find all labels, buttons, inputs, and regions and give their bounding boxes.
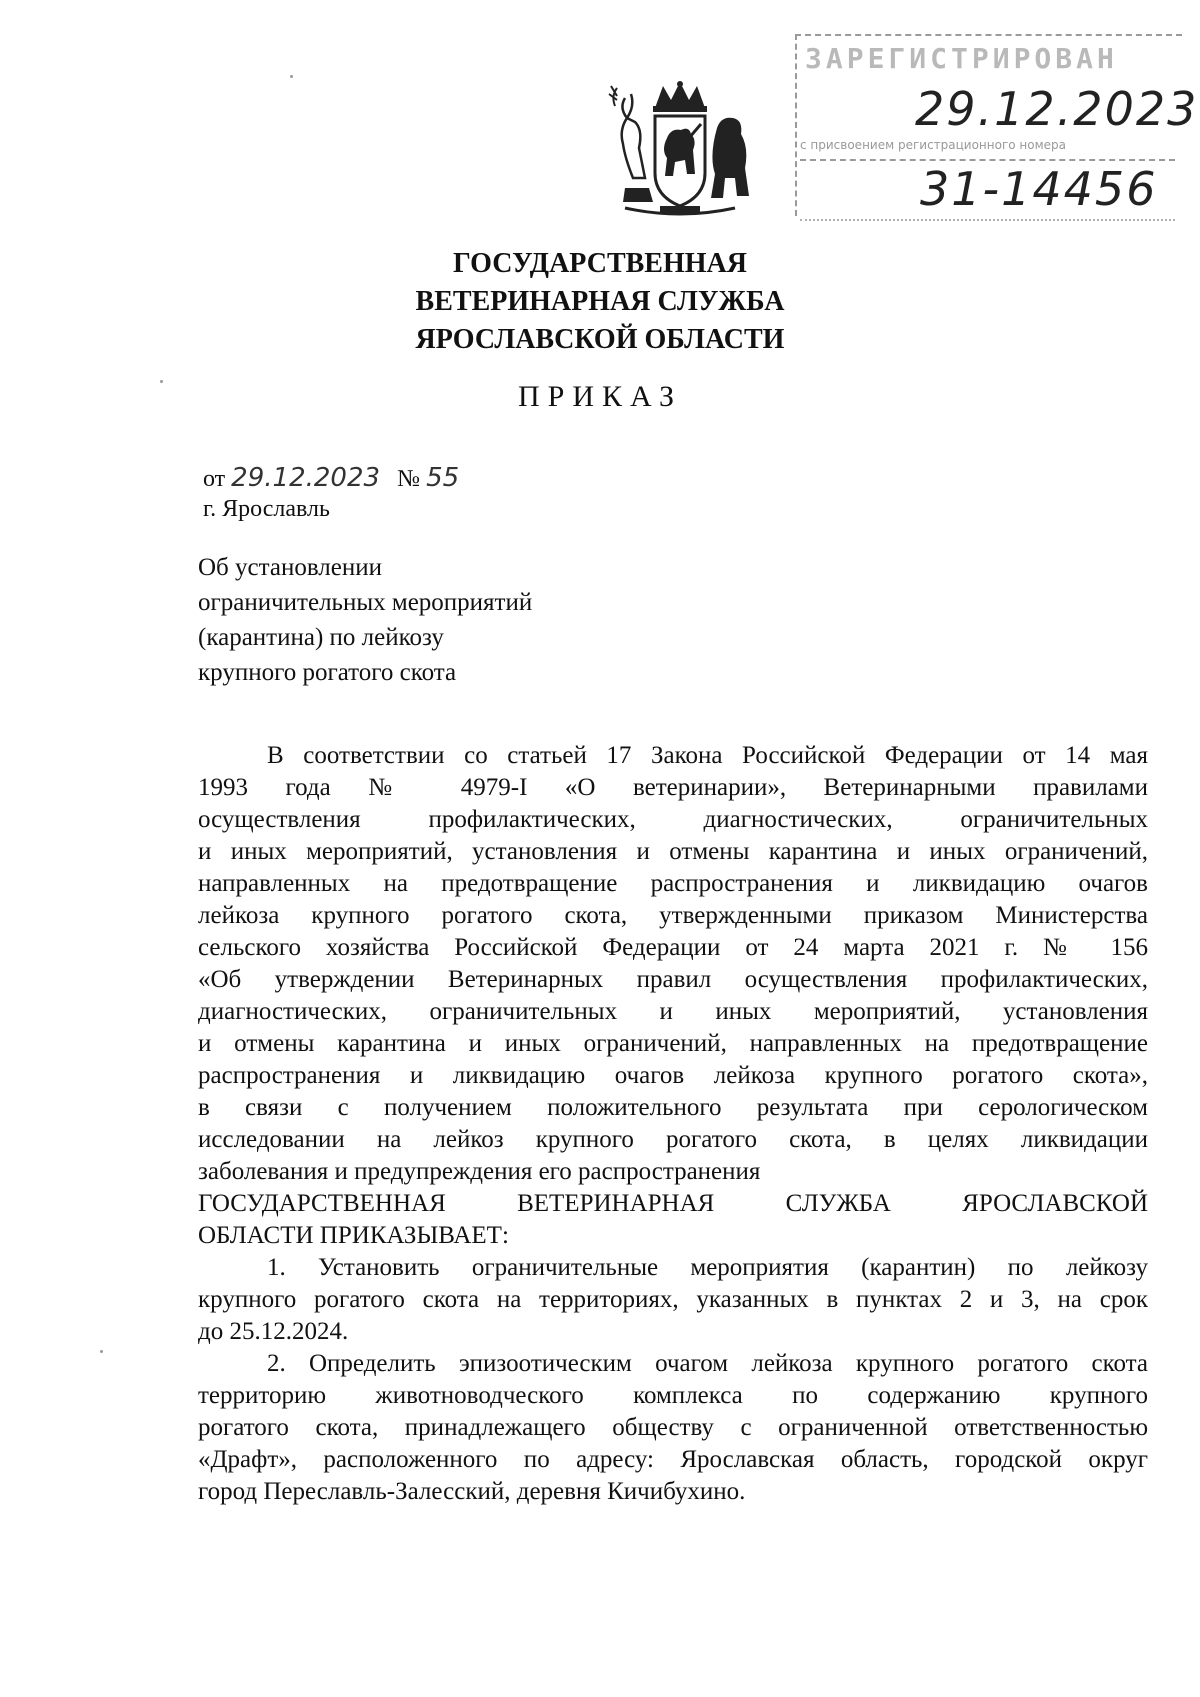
text-line: до 25.12.2024. [198, 1318, 349, 1345]
text-line: территорию животноводческого комплекса по содержанию крупного [198, 1382, 1148, 1409]
text-line: 1993 года № 4979-I «О ветеринарии», Ветеринарными правилами [198, 774, 1148, 801]
coat-of-arms-emblem [605, 78, 755, 228]
text-line: В соответствии со статьей 17 Закона Российской Федерации от 14 мая [267, 742, 1148, 769]
text-line: лейкоза крупного рогатого скота, утвержденными приказом Министерства [198, 902, 1148, 929]
subject-line: Об установлении [198, 554, 383, 581]
text-line: рогатого скота, принадлежащего обществу с ограниченной ответственностью [198, 1414, 1148, 1441]
org-name-line: ЯРОСЛАВСКОЙ ОБЛАСТИ [415, 324, 785, 355]
registration-stamp [795, 34, 1199, 219]
orders-heading-line: ГОСУДАРСТВЕННАЯ ВЕТЕРИНАРНАЯ СЛУЖБА ЯРОСЛАВСКОЙ [198, 1190, 1148, 1217]
text-line: крупного рогатого скота на территориях, указанных в пунктах 2 и 3, на срок [198, 1286, 1148, 1313]
text-line: в связи с получением положительного результата при серологическом [198, 1094, 1148, 1121]
text-line: направленных на предотвращение распространения и ликвидацию очагов [198, 870, 1148, 897]
subject-line: крупного рогатого скота [198, 659, 457, 686]
stamp-date: 29.12.2023 [915, 82, 1199, 136]
stamp-header: ЗАРЕГИСТРИРОВАН [805, 42, 1118, 75]
scan-speck [290, 75, 293, 78]
document-title: ПРИКАЗ [518, 380, 682, 413]
text-line: и иных мероприятий, установления и отмены карантина и иных ограничений, [198, 838, 1148, 865]
text-line: осуществления профилактических, диагностических, ограничительных [198, 806, 1148, 833]
order-subject [198, 550, 532, 690]
orders-heading-line: ОБЛАСТИ ПРИКАЗЫВАЕТ: [198, 1222, 509, 1249]
stamp-divider [800, 159, 1175, 161]
text-line: и отмены карантина и иных ограничений, направленных на предотвращение [198, 1030, 1148, 1057]
stamp-number: 31-14456 [920, 162, 1158, 216]
text-line: 2. Определить эпизоотическим очагом лейкоза крупного рогатого скота [267, 1350, 1148, 1377]
order-date-number [203, 463, 459, 494]
text-line: «Об утверждении Ветеринарных правил осуществления профилактических, [198, 966, 1148, 993]
text-line: сельского хозяйства Российской Федерации от 24 марта 2021 г. № 156 [198, 934, 1148, 961]
text-line: 1. Установить ограничительные мероприятия (карантин) по лейкозу [267, 1254, 1148, 1281]
org-name-line: ГОСУДАРСТВЕННАЯ [453, 248, 747, 279]
text-line: диагностических, ограничительных и иных мероприятий, установления [198, 998, 1148, 1025]
stamp-divider [800, 219, 1175, 221]
order-date: 29.12.2023 [231, 463, 381, 493]
number-label: № [397, 466, 421, 492]
text-line: распространения и ликвидацию очагов лейкоза крупного рогатого скота», [198, 1062, 1148, 1089]
stamp-subtitle: с присвоением регистрационного номера [800, 138, 1067, 152]
text-line: исследовании на лейкоз крупного рогатого скота, в целях ликвидации [198, 1126, 1148, 1153]
subject-line: ограничительных мероприятий [198, 589, 533, 616]
scan-speck [100, 1350, 103, 1353]
scan-speck [160, 380, 163, 383]
subject-line: (карантина) по лейкозу [198, 624, 444, 651]
org-name-line: ВЕТЕРИНАРНАЯ СЛУЖБА [415, 286, 785, 317]
date-label: от [203, 466, 226, 492]
text-line: «Драфт», расположенного по адресу: Ярославская область, городской округ [198, 1446, 1148, 1473]
text-line: заболевания и предупреждения его распространения [198, 1158, 761, 1185]
preamble-paragraph [198, 740, 1148, 1508]
city: г. Ярославль [203, 496, 330, 522]
text-line: город Переславль-Залесский, деревня Кичибухино. [198, 1478, 746, 1505]
order-number: 55 [426, 463, 460, 493]
